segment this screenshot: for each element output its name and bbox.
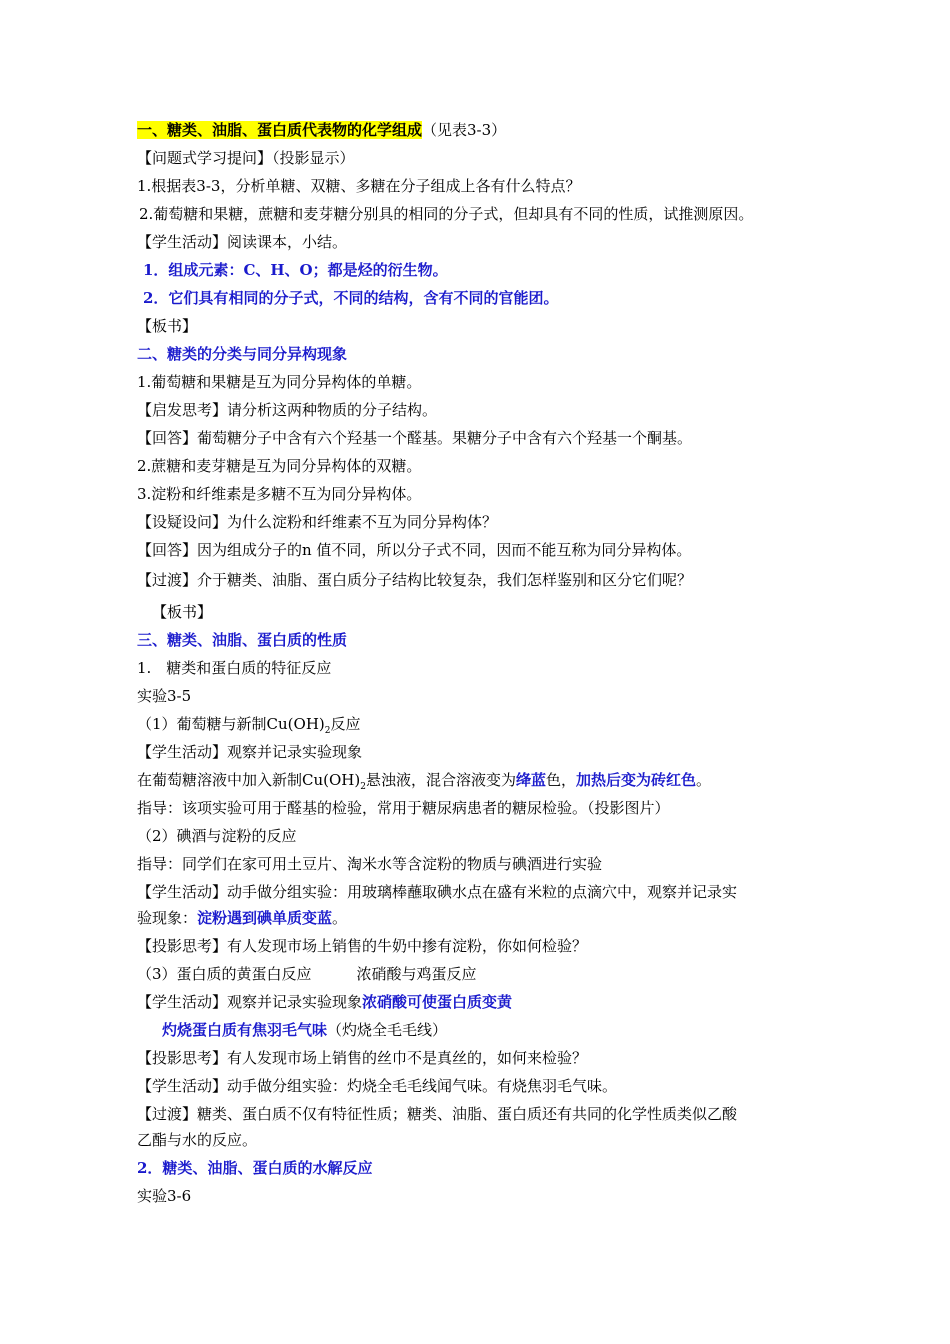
text-line bbox=[137, 1186, 191, 1206]
text-line bbox=[137, 826, 297, 846]
text-segment: 色， bbox=[546, 771, 577, 789]
text-line bbox=[137, 854, 602, 874]
text-line bbox=[137, 232, 347, 252]
text-line bbox=[137, 1158, 372, 1178]
text-segment: 悬浊液，混合溶液变为 bbox=[365, 771, 516, 789]
text-segment: 【投影思考】有人发现市场上销售的丝巾不是真丝的，如何来检验？ bbox=[137, 1049, 588, 1067]
text-segment: 【启发思考】请分析这两种物质的分子结构。 bbox=[137, 401, 438, 419]
text-line bbox=[137, 344, 347, 364]
text-line bbox=[137, 176, 580, 196]
text-line bbox=[137, 936, 587, 956]
text-segment: 3.淀粉和纤维素是多糖不互为同分异构体。 bbox=[137, 485, 422, 503]
text-segment: 【学生活动】观察并记录实验现象 bbox=[137, 743, 363, 761]
text-segment: 1.葡萄糖和果糖是互为同分异构体的单糖。 bbox=[137, 373, 422, 391]
text-segment: 2 bbox=[324, 726, 331, 736]
text-segment: 淀粉遇到碘单质变蓝 bbox=[197, 909, 333, 927]
text-segment: 2．糖类、油脂、蛋白质的水解反应 bbox=[137, 1159, 373, 1177]
text-segment: 在葡萄糖溶液中加入新制Cu(OH) bbox=[137, 771, 361, 789]
text-line bbox=[137, 908, 347, 928]
text-segment: 加热后变为砖红色 bbox=[576, 771, 697, 789]
text-segment: 。 bbox=[332, 909, 348, 927]
text-line bbox=[137, 686, 191, 706]
text-segment: 2.葡萄糖和果糖，蔗糖和麦芽糖分别具的相同的分子式，但却具有不同的性质，试推测原因。 bbox=[139, 205, 754, 223]
text-segment: 【设疑设问】为什么淀粉和纤维素不互为同分异构体？ bbox=[137, 513, 498, 531]
text-segment: 乙酯与水的反应。 bbox=[137, 1131, 258, 1149]
text-segment: 2.蔗糖和麦芽糖是互为同分异构体的双糖。 bbox=[137, 457, 422, 475]
text-segment: 指导：该项实验可用于醛基的检验，常用于糖尿病患者的糖尿检验。（投影图片） bbox=[137, 799, 670, 817]
text-line bbox=[139, 204, 753, 224]
text-line bbox=[152, 602, 212, 622]
text-segment: 【回答】因为组成分子的n 值不同，所以分子式不同，因而不能互称为同分异构体。 bbox=[137, 541, 692, 559]
text-segment: （2）碘酒与淀粉的反应 bbox=[137, 827, 297, 845]
text-segment: 灼烧蛋白质有焦羽毛气味 bbox=[162, 1021, 328, 1039]
text-segment: 1. 糖类和蛋白质的特征反应 bbox=[137, 659, 332, 677]
text-segment: 二、糖类的分类与同分异构现象 bbox=[137, 345, 348, 363]
text-line bbox=[137, 428, 692, 448]
text-segment: 绛蓝 bbox=[515, 771, 546, 789]
text-segment: 【过渡】糖类、蛋白质不仅有特征性质；糖类、油脂、蛋白质还有共同的化学性质类似乙酸 bbox=[137, 1105, 738, 1123]
text-segment: 一、糖类、油脂、蛋白质代表物的化学组成 bbox=[137, 121, 423, 139]
text-segment: 验现象： bbox=[137, 909, 198, 927]
text-segment: 指导：同学们在家可用土豆片、淘米水等含淀粉的物质与碘酒进行实验 bbox=[137, 855, 603, 873]
text-line bbox=[137, 658, 331, 678]
text-line bbox=[143, 260, 448, 280]
text-line bbox=[137, 964, 477, 984]
text-segment: 浓硝酸可使蛋白质变黄 bbox=[362, 993, 513, 1011]
text-line bbox=[137, 992, 512, 1012]
text-line bbox=[137, 372, 421, 392]
text-line bbox=[137, 540, 691, 560]
text-line bbox=[137, 148, 355, 168]
text-line bbox=[137, 630, 347, 650]
text-line bbox=[137, 1130, 257, 1150]
text-line bbox=[137, 456, 421, 476]
text-line bbox=[137, 512, 497, 532]
text-segment: 。 bbox=[696, 771, 712, 789]
text-segment: 【学生活动】阅读课本，小结。 bbox=[137, 233, 348, 251]
text-line bbox=[137, 714, 361, 734]
text-segment: 【学生活动】观察并记录实验现象 bbox=[137, 993, 363, 1011]
text-segment: 1.根据表3-3，分析单糖、双糖、多糖在分子组成上各有什么特点？ bbox=[137, 177, 581, 195]
text-segment: （3）蛋白质的黄蛋白反应 浓硝酸与鸡蛋反应 bbox=[137, 965, 477, 983]
text-line bbox=[137, 1104, 737, 1124]
text-segment: 【问题式学习提问】（投影显示） bbox=[137, 149, 355, 167]
text-segment: 1．组成元素：C、H、O；都是烃的衍生物。 bbox=[143, 261, 448, 279]
text-line bbox=[137, 484, 421, 504]
text-segment: 【学生活动】动手做分组实验：灼烧全毛毛线闻气味。有烧焦羽毛气味。 bbox=[137, 1077, 618, 1095]
text-segment: （见表3-3） bbox=[422, 121, 507, 139]
text-line bbox=[137, 770, 711, 790]
text-segment: 2 bbox=[360, 782, 366, 792]
text-segment: 【板书】 bbox=[152, 603, 213, 621]
text-segment: 反应 bbox=[330, 715, 361, 733]
text-line bbox=[137, 1076, 617, 1096]
text-line bbox=[137, 570, 692, 590]
text-line bbox=[137, 882, 737, 902]
text-segment: （灼烧全毛毛线） bbox=[327, 1021, 448, 1039]
text-line bbox=[137, 1048, 587, 1068]
text-line bbox=[162, 1020, 447, 1040]
text-line bbox=[143, 288, 558, 308]
text-segment: （1）葡萄糖与新制Cu(OH) bbox=[137, 715, 325, 733]
text-segment: 2．它们具有相同的分子式，不同的结构，含有不同的官能团。 bbox=[143, 289, 559, 307]
text-line bbox=[137, 742, 362, 762]
text-segment: 【过渡】介于糖类、油脂、蛋白质分子结构比较复杂，我们怎样鉴别和区分它们呢？ bbox=[137, 571, 693, 589]
text-line bbox=[137, 798, 670, 818]
text-segment: 实验3-6 bbox=[137, 1187, 192, 1205]
text-segment: 实验3-5 bbox=[137, 687, 192, 705]
text-segment: 三、糖类、油脂、蛋白质的性质 bbox=[137, 631, 348, 649]
text-line bbox=[137, 316, 197, 336]
text-line bbox=[137, 120, 506, 140]
text-segment: 【板书】 bbox=[137, 317, 198, 335]
text-line bbox=[137, 400, 437, 420]
text-segment: 【回答】葡萄糖分子中含有六个羟基一个醛基。果糖分子中含有六个羟基一个酮基。 bbox=[137, 429, 693, 447]
text-segment: 【学生活动】动手做分组实验：用玻璃棒蘸取碘水点在盛有米粒的点滴穴中，观察并记录实 bbox=[137, 883, 738, 901]
text-segment: 【投影思考】有人发现市场上销售的牛奶中掺有淀粉，你如何检验？ bbox=[137, 937, 588, 955]
